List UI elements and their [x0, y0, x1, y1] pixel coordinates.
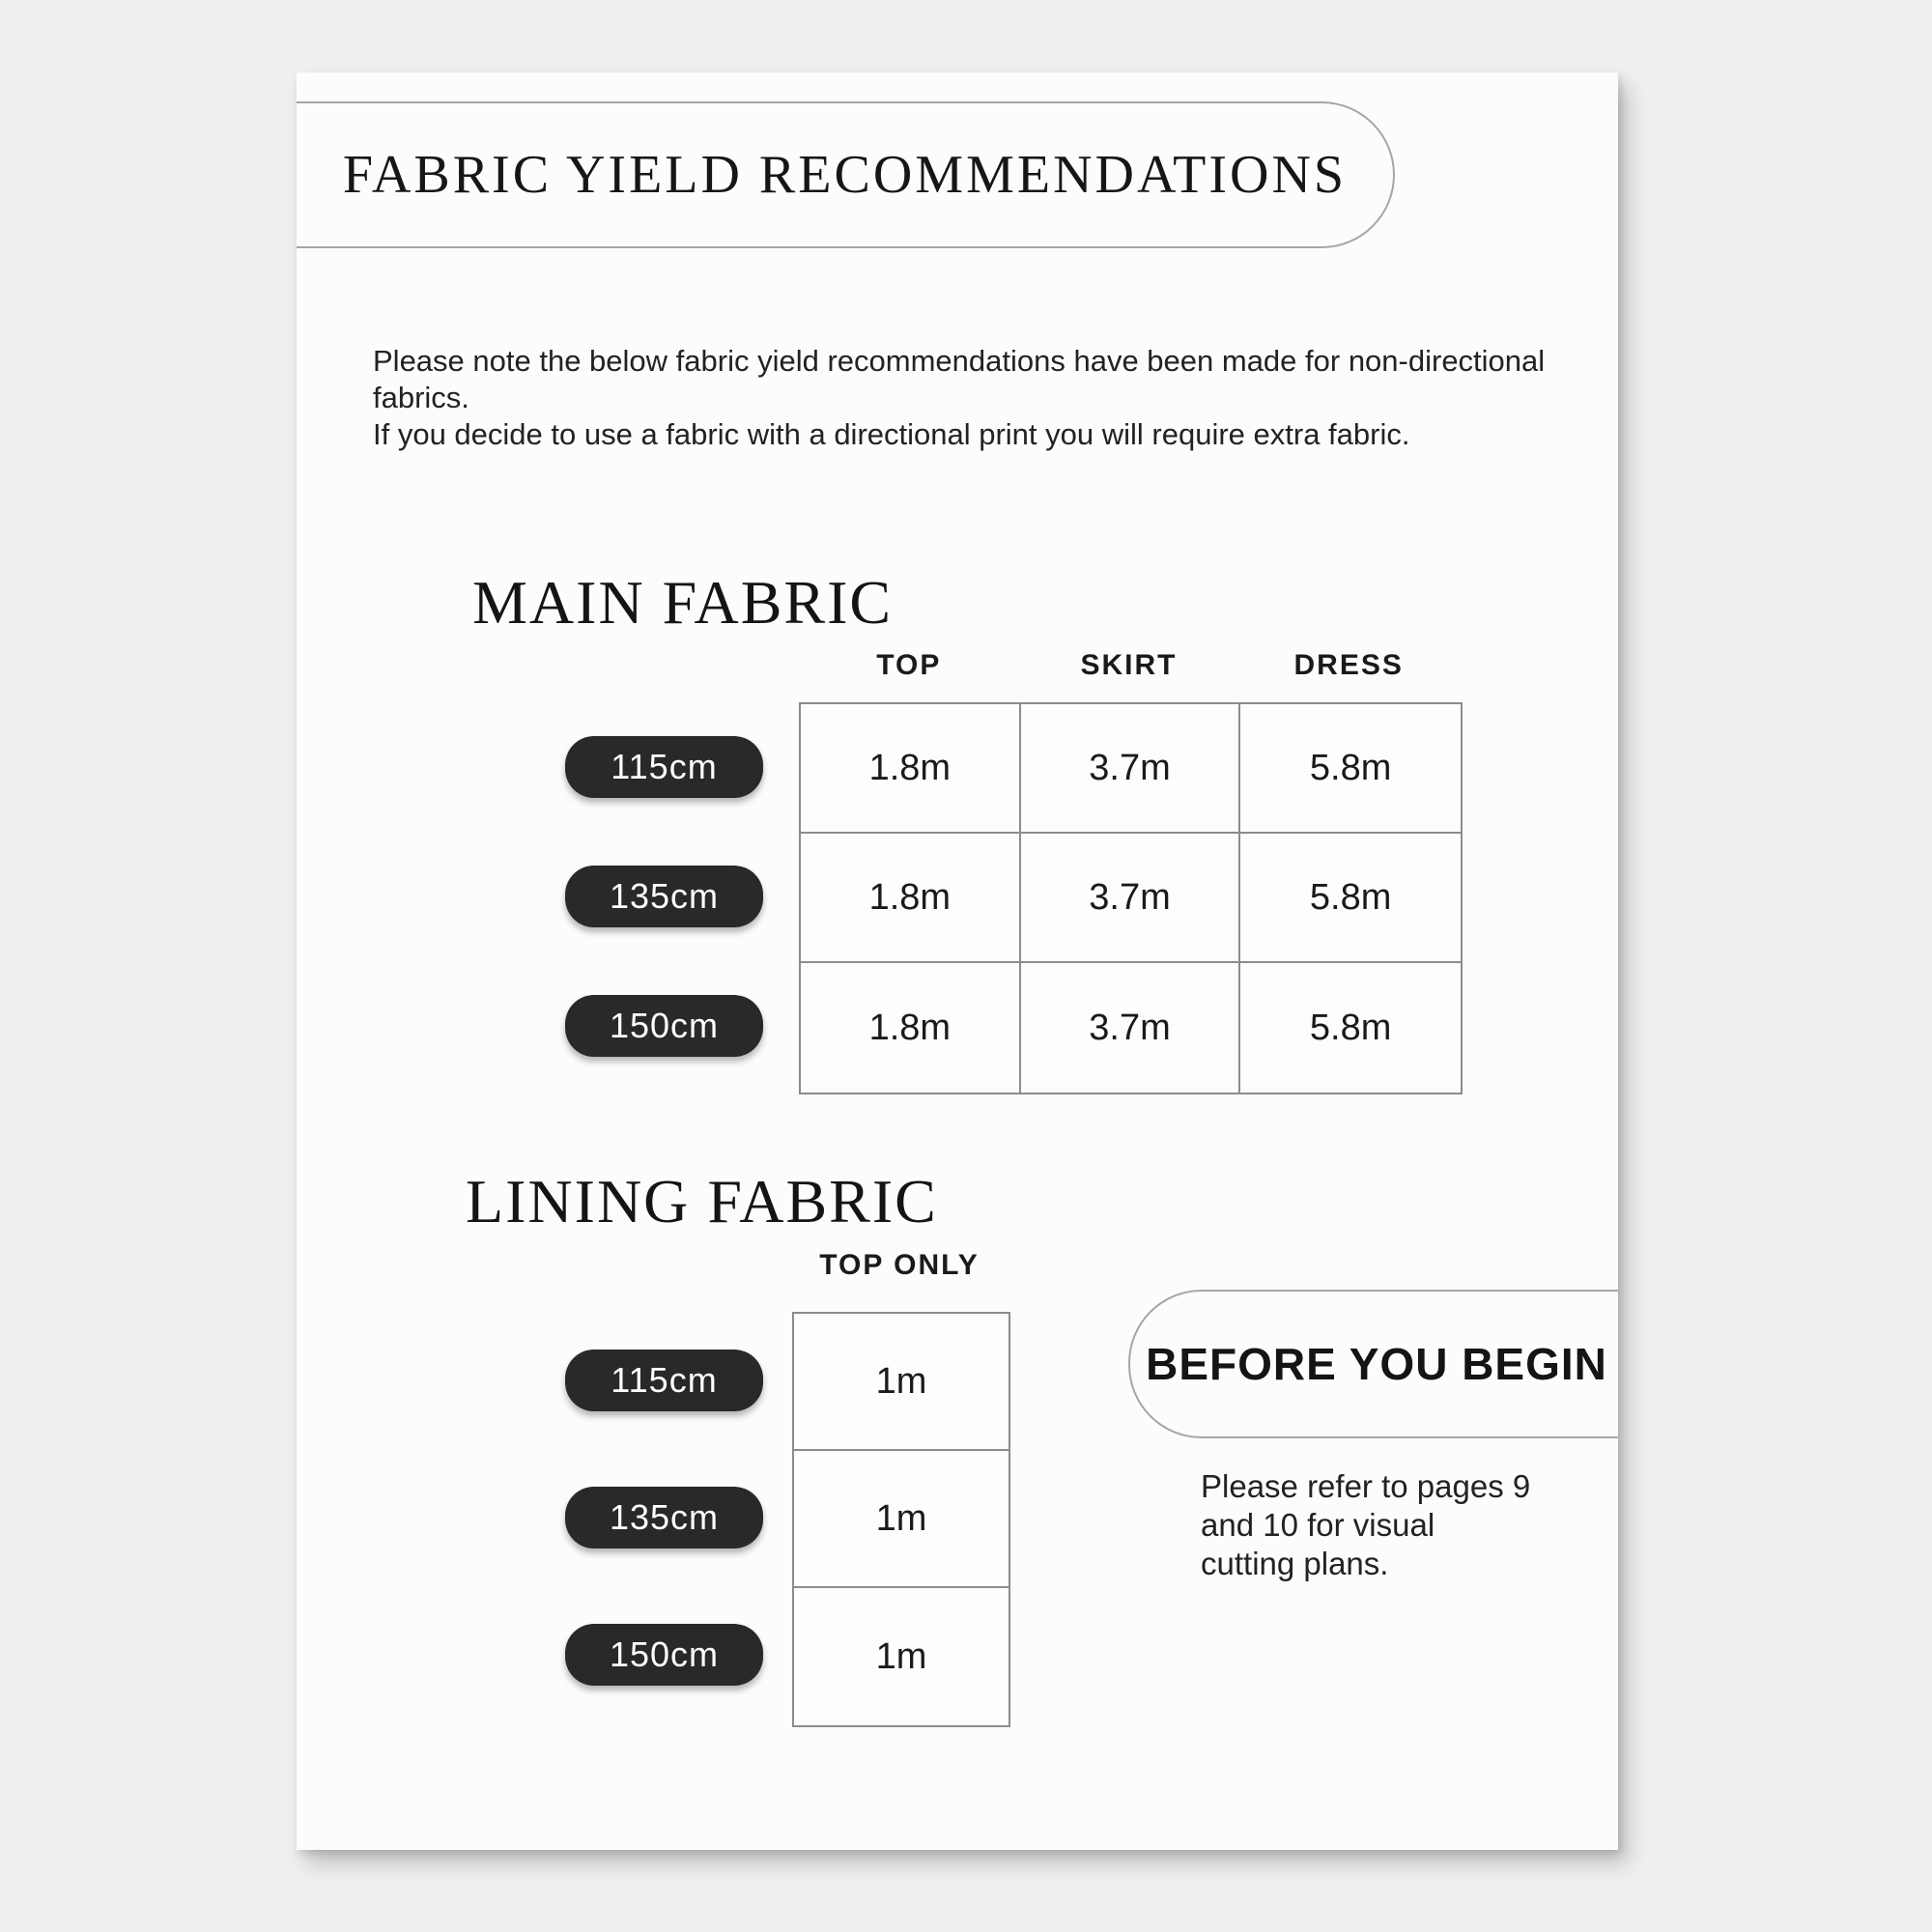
before-you-begin-note [1201, 1467, 1606, 1583]
lining-fabric-column-headers [792, 1249, 1007, 1282]
main-table-cell: 1.8m [801, 704, 1021, 834]
main-fabric-table [799, 702, 1463, 1094]
column-header-top-only: TOP ONLY [819, 1249, 980, 1281]
main-table-cell: 5.8m [1240, 704, 1461, 834]
main-table-cell: 3.7m [1021, 704, 1241, 834]
fabric-width-pill-150cm: 150cm [565, 995, 763, 1057]
lining-table-cell: 1m [794, 1451, 1009, 1588]
lining-fabric-table [792, 1312, 1010, 1727]
lining-table-cell: 1m [794, 1314, 1009, 1451]
fabric-width-pill-135cm: 135cm [565, 866, 763, 927]
lining-table-cell: 1m [875, 1635, 927, 1677]
main-table-cell: 3.7m [1021, 963, 1241, 1093]
column-header-dress: DRESS [1293, 649, 1404, 681]
page-title: FABRIC YIELD RECOMMENDATIONS [342, 145, 1348, 205]
column-header-top: TOP [876, 649, 942, 681]
lining-width-pill-150cm: 150cm [565, 1624, 763, 1686]
intro-line: If you decide to use a fabric with a directional print you will require extra fabric. [373, 417, 1410, 451]
intro-line: fabrics. [373, 381, 469, 414]
note-line: and 10 for visual [1201, 1507, 1435, 1543]
note-line: Please refer to pages 9 [1201, 1468, 1531, 1504]
lining-fabric-heading: LINING FABRIC [466, 1167, 938, 1236]
column-header-skirt: SKIRT [1080, 649, 1178, 681]
lining-width-pill-115cm: 115cm [565, 1350, 763, 1411]
main-table-cell: 5.8m [1240, 834, 1461, 963]
main-table-cell: 3.7m [1021, 834, 1241, 963]
lining-width-pill-135cm: 135cm [565, 1487, 763, 1548]
note-line: cutting plans. [1201, 1546, 1389, 1581]
intro-paragraph [373, 343, 1561, 453]
main-table-cell: 1.8m [801, 834, 1021, 963]
before-you-begin-heading: BEFORE YOU BEGIN [1146, 1339, 1607, 1389]
title-banner [297, 101, 1395, 248]
fabric-width-pill-115cm: 115cm [565, 736, 763, 798]
main-fabric-heading: MAIN FABRIC [472, 568, 894, 637]
before-you-begin-banner [1128, 1290, 1618, 1438]
main-fabric-column-headers [799, 649, 1459, 682]
intro-line: Please note the below fabric yield recommendations have been made for non-directional [373, 344, 1546, 378]
main-table-cell: 1.8m [801, 963, 1021, 1093]
document-page [297, 72, 1618, 1850]
main-table-cell: 5.8m [1309, 1007, 1392, 1048]
